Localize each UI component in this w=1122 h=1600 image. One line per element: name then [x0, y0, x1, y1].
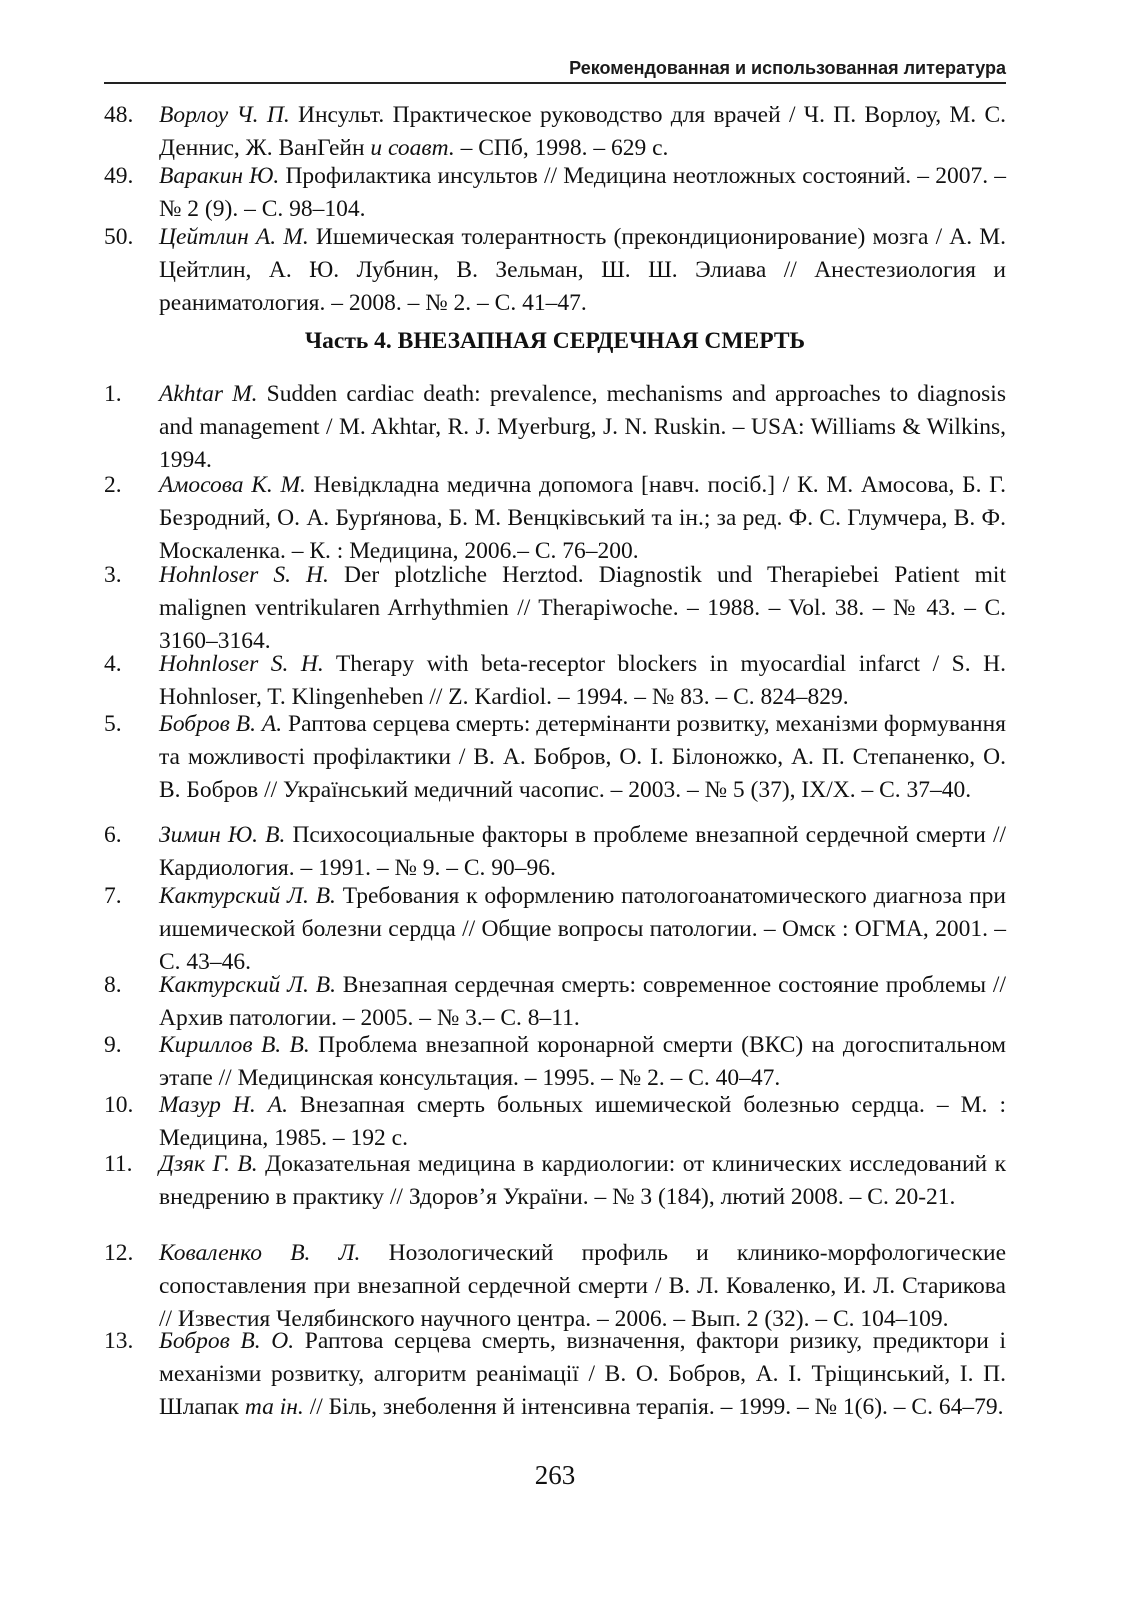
reference-body: Проблема внезапной коронарной смерти (ВКС) на догоспитальном этапе // Медицинская консультация. – 1995. – № 2. – С. 40–47. — [159, 1032, 1006, 1091]
reference-body: Психосоциальные факторы в проблеме внезапной сердечной смерти // Кардиология. – 1991. – № 9. – С. 90–96. — [159, 822, 1006, 881]
reference-text — [159, 1237, 1006, 1336]
reference-number: 7. — [104, 883, 122, 909]
reference-number: 8. — [104, 972, 122, 998]
reference-number: 12. — [104, 1240, 134, 1266]
reference-body: Нозологический профиль и клинико-морфологические сопоставления при внезапной сердечной смерти / В. Л. Коваленко, И. Л. Старикова // Известия Челябинского научного центра. – 2006. – Вып. 2 (32). – С. 104–109. — [159, 1240, 1006, 1332]
reference-body: Ишемическая толерантность (прекондиционирование) мозга / А. М. Цейтлин, А. Ю. Лубнин, В. Зельман, Ш. Ш. Элиава // Анестезиология и реаниматология. – 2008. – № 2. – С. 41–47. — [159, 224, 1006, 316]
reference-body: Раптова серцева смерть, визначення, фактори ризику, предиктори і механізми розвитку, алгоритм реанімації / В. О. Бобров, А. І. Тріщинський, І. П. Шлапак — [159, 1328, 1007, 1420]
reference-text — [159, 1148, 1006, 1214]
reference-author: Бобров В. О. — [159, 1328, 295, 1354]
reference-number: 9. — [104, 1032, 122, 1058]
reference-text — [159, 378, 1006, 477]
header-divider — [104, 82, 1006, 84]
reference-number: 10. — [104, 1092, 134, 1118]
reference-body: Требования к оформлению патологоанатомического диагноза при ишемической болезни сердца // Общие вопросы патологии. – Омск : ОГМА, 2001. – С. 43–46. — [159, 883, 1006, 975]
reference-item-6 — [104, 819, 1006, 885]
page-number: 263 — [534, 1460, 576, 1490]
running-header: Рекомендованная и использованная литература — [569, 58, 1006, 78]
reference-text — [159, 1325, 1006, 1424]
reference-author: Цейтлин А. М. — [159, 224, 309, 250]
reference-text — [159, 469, 1006, 568]
reference-body: Внезапная смерть больных ишемической болезнью сердца. – М. : Медицина, 1985. – 192 с. — [159, 1092, 1006, 1151]
reference-text — [159, 160, 1006, 226]
reference-item-50 — [104, 221, 1006, 320]
reference-item-4 — [104, 648, 1006, 714]
reference-body: Инсульт. Практическое руководство для врачей / Ч. П. Ворлоу, М. С. Деннис, Ж. ВанГейн — [159, 102, 1006, 161]
reference-body: Профилактика инсультов // Медицина неотложных состояний. – 2007. – № 2 (9). – С. 98–104. — [159, 163, 1006, 222]
reference-author: Коваленко В. Л. — [159, 1240, 361, 1266]
reference-body: Невідкладна медична допомога [навч. посіб.] / К. М. Амосова, Б. Г. Безродний, О. А. Бурґянова, Б. М. Венцківський та ін.; за ред. Ф. С. Глумчера, В. Ф. Москаленка. – К. : Медицина, 2006.– С. 76–200. — [159, 472, 1006, 564]
reference-text — [159, 559, 1006, 658]
reference-author: Амосова К. М. — [159, 472, 306, 498]
reference-item-48 — [104, 99, 1006, 165]
reference-number: 49. — [104, 163, 134, 189]
reference-author: Мазур Н. А. — [159, 1092, 289, 1118]
reference-item-10 — [104, 1089, 1006, 1155]
reference-item-49 — [104, 160, 1006, 226]
reference-body: Der plotzliche Herztod. Diagnostik und Therapiebei Patient mit malignen ventrikularen Arrhythmien // Therapiwoche. – 1988. – Vol. 38. – № 43. – С. 3160–3164. — [159, 562, 1006, 654]
reference-author: Кактурский Л. В. — [159, 883, 336, 909]
reference-number: 6. — [104, 822, 122, 848]
reference-item-11 — [104, 1148, 1006, 1214]
reference-text — [159, 1029, 1006, 1095]
reference-item-12 — [104, 1237, 1006, 1336]
reference-author: Бобров В. А. — [159, 711, 283, 737]
reference-author: Варакин Ю. — [159, 163, 280, 189]
reference-item-7 — [104, 880, 1006, 979]
reference-italic-note: и соавт. — [370, 135, 455, 161]
reference-number: 5. — [104, 711, 122, 737]
reference-number: 2. — [104, 472, 122, 498]
reference-author: Akhtar M. — [159, 381, 258, 407]
reference-number: 11. — [104, 1151, 133, 1177]
reference-item-8 — [104, 969, 1006, 1035]
section-heading: Часть 4. ВНЕЗАПНАЯ СЕРДЕЧНАЯ СМЕРТЬ — [304, 328, 806, 354]
reference-author: Дзяк Г. В. — [159, 1151, 258, 1177]
reference-text — [159, 99, 1006, 165]
reference-item-3 — [104, 559, 1006, 658]
reference-number: 13. — [104, 1328, 134, 1354]
reference-author: Кактурский Л. В. — [159, 972, 336, 998]
reference-body: Therapy with beta-receptor blockers in myocardial infarct / S. H. Hohnloser, T. Klingenheben // Z. Kardiol. – 1994. – № 83. – С. 824–829. — [159, 651, 1006, 710]
reference-number: 50. — [104, 224, 134, 250]
reference-author: Hohnloser S. H. — [159, 562, 329, 588]
reference-body-end: // Біль, знеболення й інтенсивна терапія. – 1999. – № 1(6). – С. 64–79. — [303, 1394, 1004, 1420]
reference-body: Доказательная медицина в кардиологии: от клинических исследований к внедрению в практику // Здоров’я України. – № 3 (184), лютий 2008. – С. 20-21. — [159, 1151, 1006, 1210]
reference-number: 48. — [104, 102, 134, 128]
reference-author: Кириллов В. В. — [159, 1032, 310, 1058]
reference-text — [159, 819, 1006, 885]
reference-item-5 — [104, 708, 1006, 807]
reference-body: Внезапная сердечная смерть: современное состояние проблемы // Архив патологии. – 2005. – № 3.– С. 8–11. — [159, 972, 1006, 1031]
reference-author: Зимин Ю. В. — [159, 822, 286, 848]
reference-text — [159, 648, 1006, 714]
reference-number: 4. — [104, 651, 122, 677]
reference-item-9 — [104, 1029, 1006, 1095]
reference-text — [159, 880, 1006, 979]
reference-text — [159, 221, 1006, 320]
reference-item-13 — [104, 1325, 1006, 1424]
reference-author: Hohnloser S. H. — [159, 651, 324, 677]
reference-number: 3. — [104, 562, 122, 588]
reference-body-end: – СПб, 1998. – 629 с. — [454, 135, 669, 161]
reference-body: Раптова серцева смерть: детермінанти розвитку, механізми формування та можливості профілактики / В. А. Бобров, О. І. Білоножко, А. П. Степаненко, О. В. Бобров // Український медичний часопис. – 2003. – № 5 (37), IX/X. – С. 37–40. — [159, 711, 1006, 803]
reference-body: Sudden cardiac death: prevalence, mechanisms and approaches to diagnosis and management / M. Akhtar, R. J. Myerburg, J. N. Ruskin. – USA: Williams & Wilkins, 1994. — [159, 381, 1006, 473]
reference-italic-note: та ін. — [244, 1394, 304, 1420]
reference-text — [159, 969, 1006, 1035]
reference-item-1 — [104, 378, 1006, 477]
reference-item-2 — [104, 469, 1006, 568]
reference-author: Ворлоу Ч. П. — [159, 102, 290, 128]
reference-number: 1. — [104, 381, 122, 407]
reference-text — [159, 1089, 1006, 1155]
reference-text — [159, 708, 1006, 807]
